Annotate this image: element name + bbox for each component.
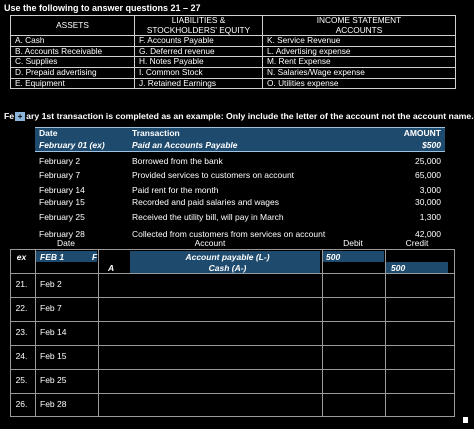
transaction-column-header: Transaction — [132, 128, 180, 138]
transaction-amount: 25,000 — [415, 156, 441, 166]
journal-date: Feb 7 — [40, 303, 62, 313]
row-number: 25. — [15, 375, 28, 385]
transaction-date: February 14 — [39, 185, 85, 195]
debit-letter[interactable]: F — [92, 252, 98, 262]
assets-header: ASSETS — [11, 16, 135, 36]
debit-account[interactable]: Account payable (L-) — [185, 252, 270, 262]
asset-account: E. Equipment — [11, 78, 135, 89]
journal-grid — [10, 249, 455, 417]
transaction-date: February 7 — [39, 170, 81, 180]
income-account: M. Rent Expense — [263, 57, 456, 68]
transaction-date: February 2 — [39, 156, 81, 166]
instruction-text: Fe + ary 1st transaction is completed as an example: Only include the letter of the account not the account name. — [4, 111, 474, 122]
row-number: 22. — [15, 303, 28, 313]
liability-account: H. Notes Payable — [135, 57, 263, 68]
transaction-amount: 65,000 — [415, 170, 441, 180]
credit-letter[interactable]: A — [108, 263, 115, 273]
page-heading: Use the following to answer questions 21 – 27 — [4, 3, 201, 13]
liability-account: G. Deferred revenue — [135, 46, 263, 57]
accounts-row — [11, 78, 456, 89]
credit-account[interactable]: Cash (A-) — [208, 263, 247, 273]
transaction-amount: 42,000 — [415, 229, 441, 239]
date-column-header: Date — [39, 128, 58, 138]
journal-debit-header: Debit — [343, 238, 363, 248]
row-number: 23. — [15, 327, 28, 337]
journal-date: FEB 1 — [40, 252, 65, 262]
accounts-row — [11, 46, 456, 57]
accounts-row — [11, 36, 456, 47]
transactions-header-row — [35, 127, 445, 139]
asset-account: C. Supplies — [11, 57, 135, 68]
transaction-description: Paid an Accounts Payable — [132, 140, 238, 150]
journal-date: Feb 28 — [40, 399, 67, 409]
liability-account: F. Accounts Payable — [135, 36, 263, 47]
transaction-description: Received the utility bill, will pay in March — [132, 212, 284, 222]
transaction-description: Collected from customers from services on account — [132, 229, 326, 239]
debit-amount[interactable]: 500 — [326, 252, 341, 262]
asset-account: B. Accounts Receivable — [11, 46, 135, 57]
journal-account-header: Account — [194, 238, 226, 248]
row-number: 24. — [15, 351, 28, 361]
liability-account: J. Retained Earnings — [135, 78, 263, 89]
accounts-table — [10, 15, 456, 89]
transaction-amount: 3,000 — [419, 185, 441, 195]
transaction-amount: 30,000 — [415, 197, 441, 207]
income-account: L. Advertising expense — [263, 46, 456, 57]
transaction-date: February 15 — [39, 197, 85, 207]
income-account: O. Utilities expense — [263, 78, 456, 89]
journal-header-row — [10, 238, 455, 249]
journal-date: Feb 25 — [40, 375, 67, 385]
row-number: ex — [16, 252, 27, 262]
income-account: N. Salaries/Wage expense — [263, 67, 456, 78]
accounts-row — [11, 67, 456, 78]
transaction-description: Paid rent for the month — [132, 185, 219, 195]
transaction-description: Recorded and paid salaries and wages — [132, 197, 279, 207]
journal-date-header: Date — [57, 238, 75, 248]
asset-account: A. Cash — [11, 36, 135, 47]
accounts-row — [11, 57, 456, 68]
income-account: K. Service Revenue — [263, 36, 456, 47]
transaction-amount: $500 — [422, 140, 441, 150]
transaction-amount: 1,300 — [419, 212, 441, 222]
expand-icon[interactable]: + — [15, 112, 25, 121]
accounts-header-row — [11, 16, 456, 36]
liabilities-header: LIABILITIES & STOCKHOLDERS' EQUITY — [135, 16, 263, 36]
journal-date: Feb 14 — [40, 327, 67, 337]
transaction-description: Borrowed from the bank — [132, 156, 223, 166]
journal-credit-header: Credit — [405, 238, 429, 248]
journal-date: Feb 15 — [40, 351, 67, 361]
liability-account: I. Common Stock — [135, 67, 263, 78]
transaction-description: Provided services to customers on account — [132, 170, 295, 180]
row-number: 21. — [15, 279, 28, 289]
example-transaction-row — [35, 139, 445, 152]
journal-date: Feb 2 — [40, 279, 62, 289]
asset-account: D. Prepaid advertising — [11, 67, 135, 78]
income-statement-header: INCOME STATEMENT ACCOUNTS — [263, 16, 456, 36]
transaction-date: February 28 — [39, 229, 85, 239]
transaction-date: February 01 (ex) — [39, 140, 105, 150]
row-number: 26. — [15, 399, 28, 409]
credit-amount[interactable]: 500 — [391, 263, 406, 273]
amount-column-header: AMOUNT — [403, 128, 441, 138]
resize-handle[interactable] — [463, 417, 468, 423]
transaction-date: February 25 — [39, 212, 85, 222]
